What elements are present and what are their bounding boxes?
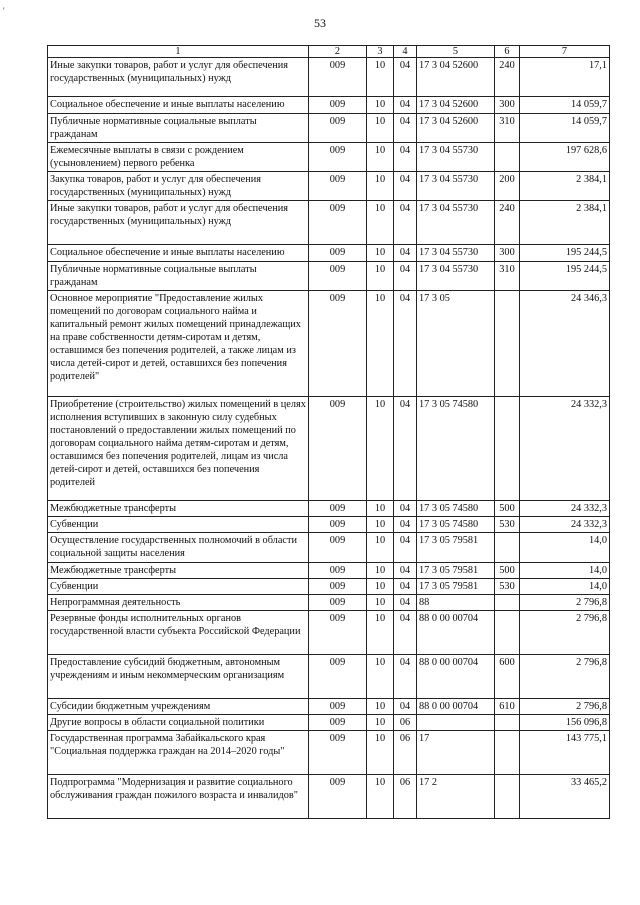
section-cell: 10	[367, 579, 394, 595]
target-article-cell: 17 3 05 74580	[417, 517, 495, 533]
expense-type-cell	[495, 775, 520, 819]
section-cell: 10	[367, 655, 394, 699]
table-row	[48, 533, 610, 563]
target-article-cell: 17	[417, 731, 495, 775]
section-cell: 10	[367, 533, 394, 563]
target-article-cell: 17 3 04 52600	[417, 114, 495, 143]
table-row	[48, 579, 610, 595]
expense-type-cell: 530	[495, 517, 520, 533]
amount-cell: 2 384,1	[520, 201, 610, 245]
target-article-cell: 17 3 05 79581	[417, 533, 495, 563]
expense-type-cell: 240	[495, 201, 520, 245]
table-row	[48, 655, 610, 699]
row-name-cell: Социальное обеспечение и иные выплаты населению	[48, 245, 309, 262]
header-cell: 2	[309, 46, 367, 58]
row-name-cell: Межбюджетные трансферты	[48, 563, 309, 579]
dept-code-cell: 009	[309, 172, 367, 201]
expense-type-cell	[495, 143, 520, 172]
dept-code-cell: 009	[309, 262, 367, 291]
expense-type-cell: 240	[495, 58, 520, 97]
dept-code-cell: 009	[309, 611, 367, 655]
row-name-cell: Приобретение (строительство) жилых помещений в целях исполнения вступивших в законную силу судебных постановлений о предоставлении жилых помещений по договорам социального найма детям-сиротам и детям, оставшимся без попечения родителей, лицам из числа детей-сирот и детей, оставшихся без попечения родителей	[48, 397, 309, 501]
section-cell: 10	[367, 172, 394, 201]
row-name-cell: Основное мероприятие "Предоставление жилых помещений по договорам социального найма и капитальный ремонт жилых помещений принадлежащих на праве собственности детям-сиротам и детям, оставшимся без попечения родителей, а также лицам из числа детей-сирот и детей, оставшихся без попечения родителей"	[48, 291, 309, 397]
row-name-cell: Субвенции	[48, 579, 309, 595]
subsection-cell: 04	[394, 595, 417, 611]
dept-code-cell: 009	[309, 291, 367, 397]
dept-code-cell: 009	[309, 715, 367, 731]
table-row	[48, 58, 610, 97]
header-cell: 1	[48, 46, 309, 58]
subsection-cell: 04	[394, 114, 417, 143]
expense-type-cell	[495, 611, 520, 655]
row-name-cell: Субвенции	[48, 517, 309, 533]
amount-cell: 14,0	[520, 579, 610, 595]
target-article-cell: 17 3 04 55730	[417, 201, 495, 245]
target-article-cell: 88 0 00 00704	[417, 611, 495, 655]
dept-code-cell: 009	[309, 501, 367, 517]
expense-type-cell: 300	[495, 245, 520, 262]
row-name-cell: Государственная программа Забайкальского края "Социальная поддержка граждан на 2014–2020 годы"	[48, 731, 309, 775]
subsection-cell: 04	[394, 201, 417, 245]
subsection-cell: 04	[394, 291, 417, 397]
section-cell: 10	[367, 501, 394, 517]
section-cell: 10	[367, 715, 394, 731]
target-article-cell: 17 3 04 55730	[417, 262, 495, 291]
section-cell: 10	[367, 58, 394, 97]
row-name-cell: Подпрограмма "Модернизация и развитие социального обслуживания граждан пожилого возраста и инвалидов"	[48, 775, 309, 819]
table-row	[48, 611, 610, 655]
row-name-cell: Резервные фонды исполнительных органов государственной власти субъекта Российской Федерации	[48, 611, 309, 655]
dept-code-cell: 009	[309, 97, 367, 114]
target-article-cell: 17 3 04 52600	[417, 58, 495, 97]
subsection-cell: 04	[394, 58, 417, 97]
subsection-cell: 04	[394, 579, 417, 595]
dept-code-cell: 009	[309, 579, 367, 595]
amount-cell: 2 796,8	[520, 595, 610, 611]
amount-cell: 24 332,3	[520, 397, 610, 501]
row-name-cell: Иные закупки товаров, работ и услуг для обеспечения государственных (муниципальных) нужд	[48, 201, 309, 245]
subsection-cell: 04	[394, 563, 417, 579]
target-article-cell: 88 0 00 00704	[417, 699, 495, 715]
target-article-cell	[417, 715, 495, 731]
corner-mark: '	[3, 6, 5, 16]
amount-cell: 14,0	[520, 563, 610, 579]
amount-cell: 17,1	[520, 58, 610, 97]
amount-cell: 14,0	[520, 533, 610, 563]
row-name-cell: Другие вопросы в области социальной политики	[48, 715, 309, 731]
header-row	[48, 46, 610, 58]
section-cell: 10	[367, 775, 394, 819]
subsection-cell: 04	[394, 143, 417, 172]
amount-cell: 33 465,2	[520, 775, 610, 819]
expense-type-cell	[495, 595, 520, 611]
target-article-cell: 17 2	[417, 775, 495, 819]
subsection-cell: 04	[394, 699, 417, 715]
table-row	[48, 172, 610, 201]
table-row	[48, 114, 610, 143]
header-cell: 7	[520, 46, 610, 58]
table-body	[48, 58, 610, 819]
expense-type-cell: 610	[495, 699, 520, 715]
row-name-cell: Публичные нормативные социальные выплаты гражданам	[48, 114, 309, 143]
dept-code-cell: 009	[309, 517, 367, 533]
subsection-cell: 04	[394, 611, 417, 655]
expense-type-cell	[495, 533, 520, 563]
row-name-cell: Социальное обеспечение и иные выплаты населению	[48, 97, 309, 114]
subsection-cell: 04	[394, 655, 417, 699]
target-article-cell: 17 3 05 74580	[417, 501, 495, 517]
subsection-cell: 04	[394, 97, 417, 114]
subsection-cell: 04	[394, 262, 417, 291]
expense-type-cell: 530	[495, 579, 520, 595]
table-row	[48, 397, 610, 501]
section-cell: 10	[367, 97, 394, 114]
table-row	[48, 501, 610, 517]
amount-cell: 2 796,8	[520, 699, 610, 715]
section-cell: 10	[367, 262, 394, 291]
section-cell: 10	[367, 611, 394, 655]
table-row	[48, 775, 610, 819]
expense-type-cell	[495, 731, 520, 775]
header-cell: 6	[495, 46, 520, 58]
expense-type-cell: 310	[495, 262, 520, 291]
row-name-cell: Межбюджетные трансферты	[48, 501, 309, 517]
section-cell: 10	[367, 595, 394, 611]
table-row	[48, 731, 610, 775]
amount-cell: 14 059,7	[520, 114, 610, 143]
subsection-cell: 04	[394, 533, 417, 563]
expense-type-cell: 310	[495, 114, 520, 143]
subsection-cell: 06	[394, 715, 417, 731]
table-row	[48, 143, 610, 172]
amount-cell: 195 244,5	[520, 245, 610, 262]
subsection-cell: 04	[394, 501, 417, 517]
dept-code-cell: 009	[309, 201, 367, 245]
amount-cell: 14 059,7	[520, 97, 610, 114]
subsection-cell: 04	[394, 397, 417, 501]
table-row	[48, 201, 610, 245]
section-cell: 10	[367, 201, 394, 245]
dept-code-cell: 009	[309, 563, 367, 579]
amount-cell: 24 332,3	[520, 501, 610, 517]
table-row	[48, 97, 610, 114]
target-article-cell: 17 3 04 55730	[417, 143, 495, 172]
table-row	[48, 563, 610, 579]
expense-type-cell	[495, 715, 520, 731]
expense-type-cell	[495, 291, 520, 397]
section-cell: 10	[367, 563, 394, 579]
dept-code-cell: 009	[309, 245, 367, 262]
header-cell: 5	[417, 46, 495, 58]
section-cell: 10	[367, 114, 394, 143]
table-row	[48, 715, 610, 731]
amount-cell: 2 384,1	[520, 172, 610, 201]
expense-type-cell: 500	[495, 501, 520, 517]
subsection-cell: 06	[394, 731, 417, 775]
row-name-cell: Предоставление субсидий бюджетным, автономным учреждениям и иным некоммерческим организациям	[48, 655, 309, 699]
amount-cell: 24 332,3	[520, 517, 610, 533]
dept-code-cell: 009	[309, 699, 367, 715]
dept-code-cell: 009	[309, 595, 367, 611]
table-row	[48, 699, 610, 715]
row-name-cell: Непрограммная деятельность	[48, 595, 309, 611]
section-cell: 10	[367, 245, 394, 262]
dept-code-cell: 009	[309, 533, 367, 563]
amount-cell: 195 244,5	[520, 262, 610, 291]
budget-table	[47, 45, 610, 819]
section-cell: 10	[367, 291, 394, 397]
amount-cell: 24 346,3	[520, 291, 610, 397]
header-cell: 4	[394, 46, 417, 58]
dept-code-cell: 009	[309, 731, 367, 775]
row-name-cell: Публичные нормативные социальные выплаты гражданам	[48, 262, 309, 291]
section-cell: 10	[367, 699, 394, 715]
amount-cell: 197 628,6	[520, 143, 610, 172]
table-row	[48, 245, 610, 262]
dept-code-cell: 009	[309, 143, 367, 172]
target-article-cell: 17 3 04 52600	[417, 97, 495, 114]
row-name-cell: Осуществление государственных полномочий в области социальной защиты населения	[48, 533, 309, 563]
subsection-cell: 04	[394, 245, 417, 262]
dept-code-cell: 009	[309, 775, 367, 819]
target-article-cell: 17 3 05	[417, 291, 495, 397]
amount-cell: 156 096,8	[520, 715, 610, 731]
section-cell: 10	[367, 397, 394, 501]
section-cell: 10	[367, 143, 394, 172]
table-row	[48, 291, 610, 397]
dept-code-cell: 009	[309, 114, 367, 143]
target-article-cell: 88 0 00 00704	[417, 655, 495, 699]
amount-cell: 143 775,1	[520, 731, 610, 775]
expense-type-cell: 600	[495, 655, 520, 699]
subsection-cell: 06	[394, 775, 417, 819]
dept-code-cell: 009	[309, 655, 367, 699]
dept-code-cell: 009	[309, 58, 367, 97]
expense-type-cell: 500	[495, 563, 520, 579]
subsection-cell: 04	[394, 517, 417, 533]
target-article-cell: 17 3 04 55730	[417, 245, 495, 262]
row-name-cell: Иные закупки товаров, работ и услуг для обеспечения государственных (муниципальных) нужд	[48, 58, 309, 97]
target-article-cell: 17 3 05 79581	[417, 579, 495, 595]
target-article-cell: 17 3 05 79581	[417, 563, 495, 579]
subsection-cell: 04	[394, 172, 417, 201]
table-row	[48, 517, 610, 533]
amount-cell: 2 796,8	[520, 655, 610, 699]
header-cell: 3	[367, 46, 394, 58]
row-name-cell: Ежемесячные выплаты в связи с рождением (усыновлением) первого ребенка	[48, 143, 309, 172]
amount-cell: 2 796,8	[520, 611, 610, 655]
row-name-cell: Закупка товаров, работ и услуг для обеспечения государственных (муниципальных) нужд	[48, 172, 309, 201]
section-cell: 10	[367, 731, 394, 775]
table-row	[48, 595, 610, 611]
expense-type-cell	[495, 397, 520, 501]
expense-type-cell: 300	[495, 97, 520, 114]
dept-code-cell: 009	[309, 397, 367, 501]
section-cell: 10	[367, 517, 394, 533]
expense-type-cell: 200	[495, 172, 520, 201]
target-article-cell: 88	[417, 595, 495, 611]
row-name-cell: Субсидии бюджетным учреждениям	[48, 699, 309, 715]
target-article-cell: 17 3 04 55730	[417, 172, 495, 201]
target-article-cell: 17 3 05 74580	[417, 397, 495, 501]
table-row	[48, 262, 610, 291]
page-number: 53	[314, 16, 326, 30]
